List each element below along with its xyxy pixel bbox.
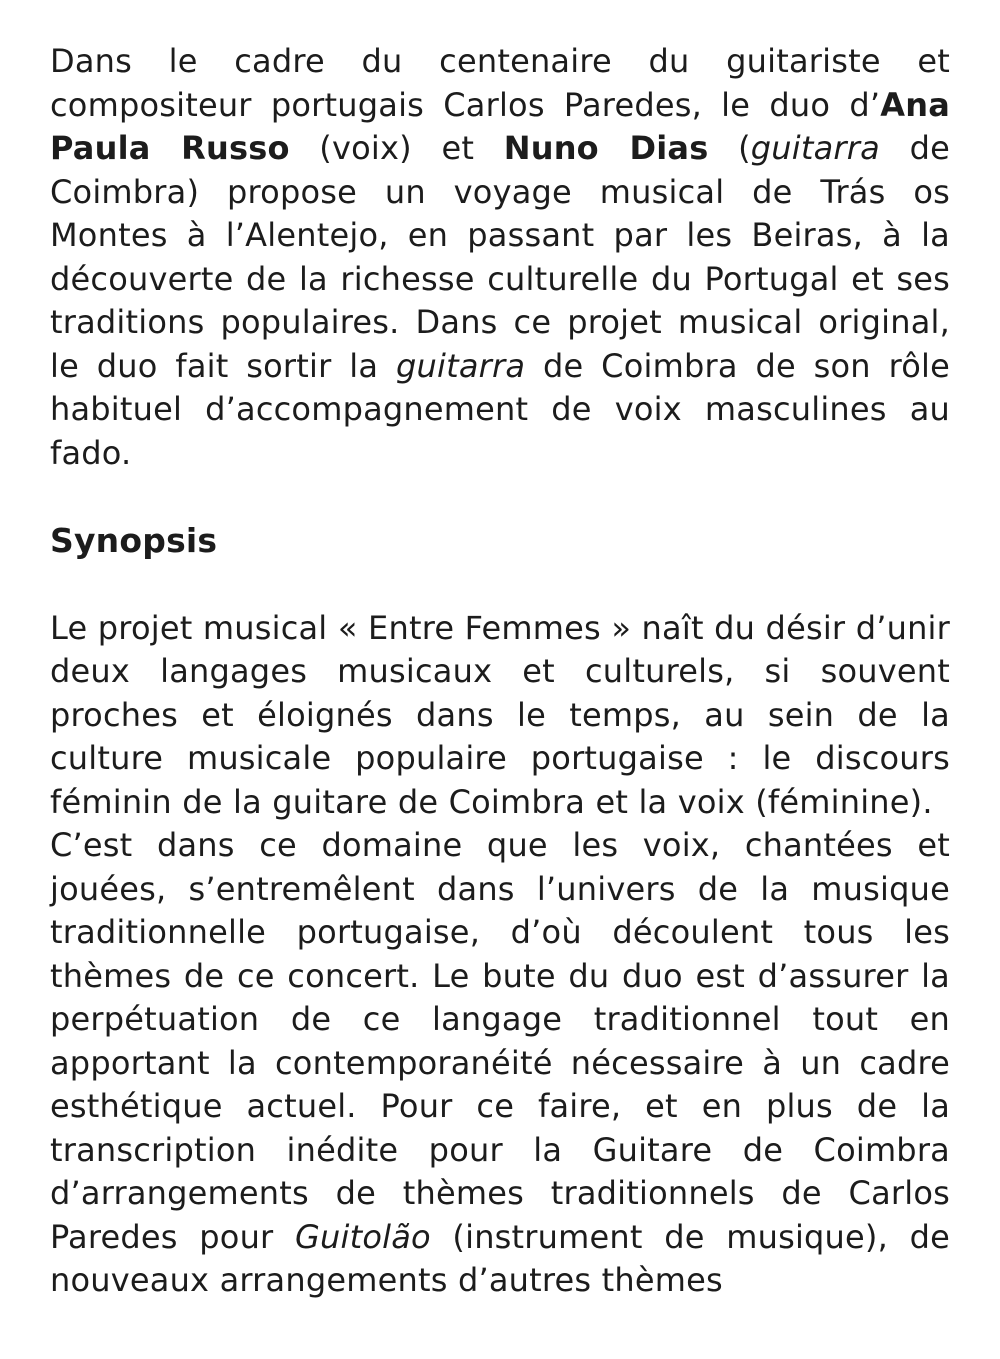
synopsis-paragraph-2 xyxy=(50,824,950,1303)
instrument-name-2: guitarra xyxy=(396,346,526,385)
intro-text-2: (voix) et xyxy=(289,129,504,167)
synopsis-text-2a: C’est dans ce domaine que les voix, chantées et jouées, s’entremêlent dans l’univers de la musique traditionnelle portugaise, d’où découlent tous les thèmes de ce concert. Le bute du duo est d’assurer la perpétuation de ce langage traditionnel tout en apportant la contemporanéité nécessaire à un cadre esthétique actuel. Pour ce faire, et en plus de la transcription inédite pour la Guitare de Coimbra d’arrangements de thèmes traditionnels de Carlos Paredes pour xyxy=(50,826,950,1256)
synopsis-text-2b: (instrument de musique), de nouveaux arrangements d’autres thèmes xyxy=(50,1217,950,1299)
intro-paragraph xyxy=(50,40,950,475)
intro-text-1: Dans le cadre du centenaire du guitariste et compositeur portugais Carlos Paredes, le duo d’ xyxy=(50,42,950,124)
artist-name-nuno-dias: Nuno Dias xyxy=(503,129,709,167)
intro-text-5: de Coimbra de son rôle habituel d’accompagnement de voix masculines au fado. xyxy=(50,346,950,472)
instrument-guitolao: Guitolão xyxy=(295,1217,431,1256)
instrument-name: guitarra xyxy=(750,129,880,167)
article-body xyxy=(50,40,950,1303)
synopsis-paragraph-1: Le projet musical « Entre Femmes » naît du désir d’unir deux langages musicaux et culturels, si souvent proches et éloignés dans le temps, au sein de la culture musicale populaire portugaise : le discours féminin de la guitare de Coimbra et la voix (féminine). xyxy=(50,608,950,821)
intro-text-3: ( xyxy=(708,129,751,167)
synopsis-heading: Synopsis xyxy=(50,521,218,560)
artist-name-ana-paula-russo: Ana Paula Russo xyxy=(50,85,950,167)
intro-text-4: de Coimbra) propose un voyage musical de Trás os Montes à l’Alentejo, en passant par les Beiras, à la découverte de la richesse culturelle du Portugal et ses traditions populaires. Dans ce projet musical original, le duo fait sortir la xyxy=(50,129,950,385)
